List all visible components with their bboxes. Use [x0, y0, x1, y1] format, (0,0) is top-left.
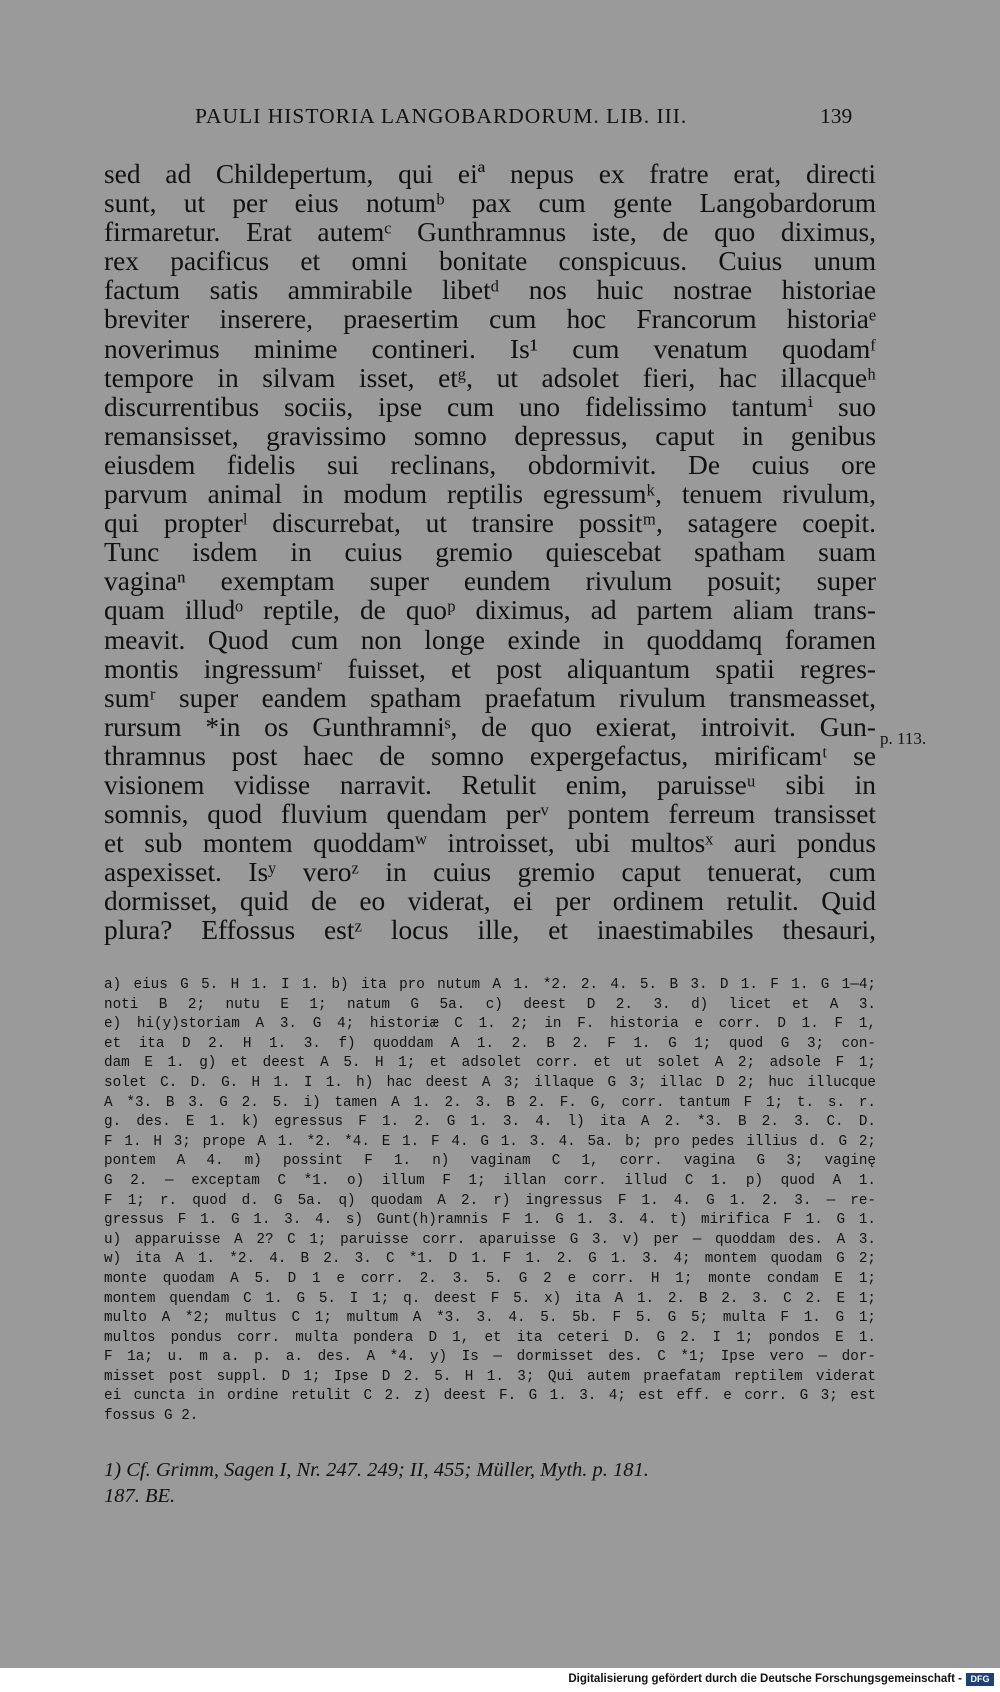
apparatus-line: monte quodam A 5. D 1 e corr. 2. 3. 5. G 2 e corr. H 1; monte condam E 1; [104, 1270, 876, 1287]
running-head: PAULI HISTORIA LANGOBARDORUM. LIB. III. [195, 104, 688, 128]
text-line: eiusdem fidelis sui reclinans, obdormivit. De cuius ore [104, 449, 876, 480]
apparatus-line: et ita D 2. H 1. 3. f) quoddam A 1. 2. B 2. F 1. G 1; quod G 3; con- [104, 1035, 876, 1052]
text-line: qui propterˡ discurrebat, ut transire possitᵐ, satagere coepit. [104, 508, 876, 539]
text-line: montis ingressumʳ fuisset, et post aliquantum spatii regres- [104, 653, 876, 684]
footnote [104, 1457, 894, 1509]
text-line: firmaretur. Erat autemᶜ Gunthramnus iste, de quo diximus, [104, 217, 876, 248]
text-line: rex pacificus et omni bonitate conspicuus. Cuius unum [104, 246, 876, 277]
text-line: sumʳ super eandem spatham praefatum rivulum transmeasset, [104, 682, 876, 713]
page-number: 139 [820, 104, 853, 128]
text-line: sunt, ut per eius notumᵇ pax cum gente Langobardorum [104, 188, 876, 219]
apparatus-line: noti B 2; nutu E 1; natum G 5a. c) deest D 2. 3. d) licet et A 3. [104, 996, 876, 1013]
apparatus-line: g. des. E 1. k) egressus F 1. 2. G 1. 3. 4. l) ita A 2. *3. B 2. 3. C. D. [104, 1114, 876, 1131]
footer-bar [0, 1668, 1000, 1692]
apparatus-line: w) ita A 1. *2. 4. B 2. 3. C *1. D 1. F 1. 2. G 1. 3. 4; montem quodam G 2; [104, 1251, 876, 1268]
apparatus-line: multos pondus corr. multa pondera D 1, et ita ceteri D. G 2. I 1; pondos E 1. [104, 1329, 876, 1346]
text-line: breviter inserere, praesertim cum hoc Francorum historiaᵉ [104, 304, 876, 335]
text-line: Tunc isdem in cuius gremio quiescebat spatham suam [104, 537, 876, 568]
apparatus-line: G 2. — exceptam C *1. o) illum F 1; illan corr. illud C 1. p) quod A 1. [104, 1172, 876, 1189]
critical-apparatus [104, 976, 876, 1427]
text-line: dormisset, quid de eo viderat, ei per ordinem retulit. Quid [104, 886, 876, 917]
apparatus-line: misset post suppl. D 1; Ipse D 2. 5. H 1. 3; Qui autem praefatam reptilem viderat [104, 1368, 876, 1385]
text-line: thramnus post haec de somno expergefactus, mirificamᵗ se [104, 740, 876, 771]
text-line: tempore in silvam isset, etᵍ, ut adsolet fieri, hac illacqueʰ [104, 362, 876, 393]
text-line: discurrentibus sociis, ipse cum uno fidelissimo tantumⁱ suo [104, 391, 876, 422]
text-line: factum satis ammirabile libetᵈ nos huic nostrae historiae [104, 275, 876, 306]
text-line: visionem vidisse narravit. Retulit enim, paruisseᵘ sibi in [104, 769, 876, 800]
apparatus-line: e) hi(y)storiam A 3. G 4; historiæ C 1. 2; in F. historia e corr. D 1. F 1, [104, 1016, 876, 1033]
apparatus-line: F 1. H 3; prope A 1. *2. *4. E 1. F 4. G 1. 3. 4. 5a. b; pro pedes illius d. G 2; [104, 1133, 876, 1150]
text-line: noverimus minime contineri. Is¹ cum venatum quodamᶠ [104, 333, 876, 364]
apparatus-line: gressus F 1. G 1. 3. 4. s) Gunt(h)ramnis F 1. G 1. 3. 4. t) mirifica F 1. G 1. [104, 1212, 876, 1229]
apparatus-line: a) eius G 5. H 1. I 1. b) ita pro nutum A 1. *2. 2. 4. 5. B 3. D 1. F 1. G 1—4; [104, 977, 876, 993]
apparatus-line: montem quendam C 1. G 5. I 1; q. deest F 5. x) ita A 1. 2. B 2. 3. C 2. E 1; [104, 1290, 876, 1307]
text-line: somnis, quod fluvium quendam perᵛ pontem ferreum transisset [104, 799, 876, 830]
margin-page-reference: p. 113. [880, 729, 927, 748]
apparatus-line: ei cuncta in ordine retulit C 2. z) deest F. G 1. 3. 4; est eff. e corr. G 3; est [104, 1388, 876, 1405]
apparatus-line: multo A *2; multus C 1; multum A *3. 3. 4. 5. 5b. F 5. G 5; multa F 1. G 1; [104, 1310, 876, 1327]
apparatus-line: pontem A 4. m) possint F 1. n) vaginam C 1, corr. vagina G 3; vaginę [104, 1153, 876, 1170]
text-line: et sub montem quoddamʷ introisset, ubi multosˣ auri pondus [104, 828, 876, 859]
text-line: vaginaⁿ exemptam super eundem rivulum posuit; super [104, 566, 876, 597]
text-line: parvum animal in modum reptilis egressumᵏ, tenuem rivulum, [104, 479, 876, 510]
apparatus-line: F 1a; u. m a. p. a. des. A *4. y) Is — dormisset des. C *1; Ipse vero — dor- [104, 1349, 876, 1366]
text-line: sed ad Childepertum, qui eiª nepus ex fratre erat, directi [104, 159, 876, 189]
apparatus-line: dam E 1. g) et deest A 5. H 1; et adsolet corr. et ut solet A 2; adsole F 1; [104, 1055, 876, 1072]
footnote-line: 1) Cf. Grimm, Sagen I, Nr. 247. 249; II, 455; Müller, Myth. p. 181. [104, 1459, 649, 1481]
apparatus-line: A *3. B 3. G 2. 5. i) tamen A 1. 2. 3. B 2. F. G, corr. tantum F 1; t. s. r. [104, 1094, 876, 1111]
text-line: plura? Effossus estᶻ locus ille, et inaestimabiles thesauri, [104, 915, 876, 946]
footnote-line: 187. BE. [104, 1485, 176, 1507]
text-line: meavit. Quod cum non longe exinde in quoddamq foramen [104, 624, 876, 655]
apparatus-line: solet C. D. G. H 1. I 1. h) hac deest A 3; illaque G 3; illac D 2; huc illucque [104, 1074, 876, 1091]
apparatus-line: fossus G 2. [104, 1408, 199, 1425]
apparatus-line: F 1; r. quod d. G 5a. q) quodam A 2. r) ingressus F 1. 4. G 1. 2. 3. — re- [104, 1192, 876, 1209]
text-line: quam illudᵒ reptile, de quoᵖ diximus, ad partem aliam trans- [104, 595, 876, 626]
footer-credit: Digitalisierung gefördert durch die Deutsche Forschungsgemeinschaft - [568, 1673, 962, 1685]
main-text [104, 160, 876, 946]
text-line: aspexisset. Isʸ veroᶻ in cuius gremio caput tenuerat, cum [104, 857, 876, 888]
text-line: rursum *in os Gunthramniˢ, de quo exierat, introivit. Gun- [104, 711, 876, 742]
text-line: remansisset, gravissimo somno depressus, caput in genibus [104, 420, 876, 451]
apparatus-line: u) apparuisse A 2? C 1; paruisse corr. aparuisse G 3. v) per — quoddam des. A 3. [104, 1231, 876, 1248]
dfg-logo: DFG [966, 1673, 994, 1686]
